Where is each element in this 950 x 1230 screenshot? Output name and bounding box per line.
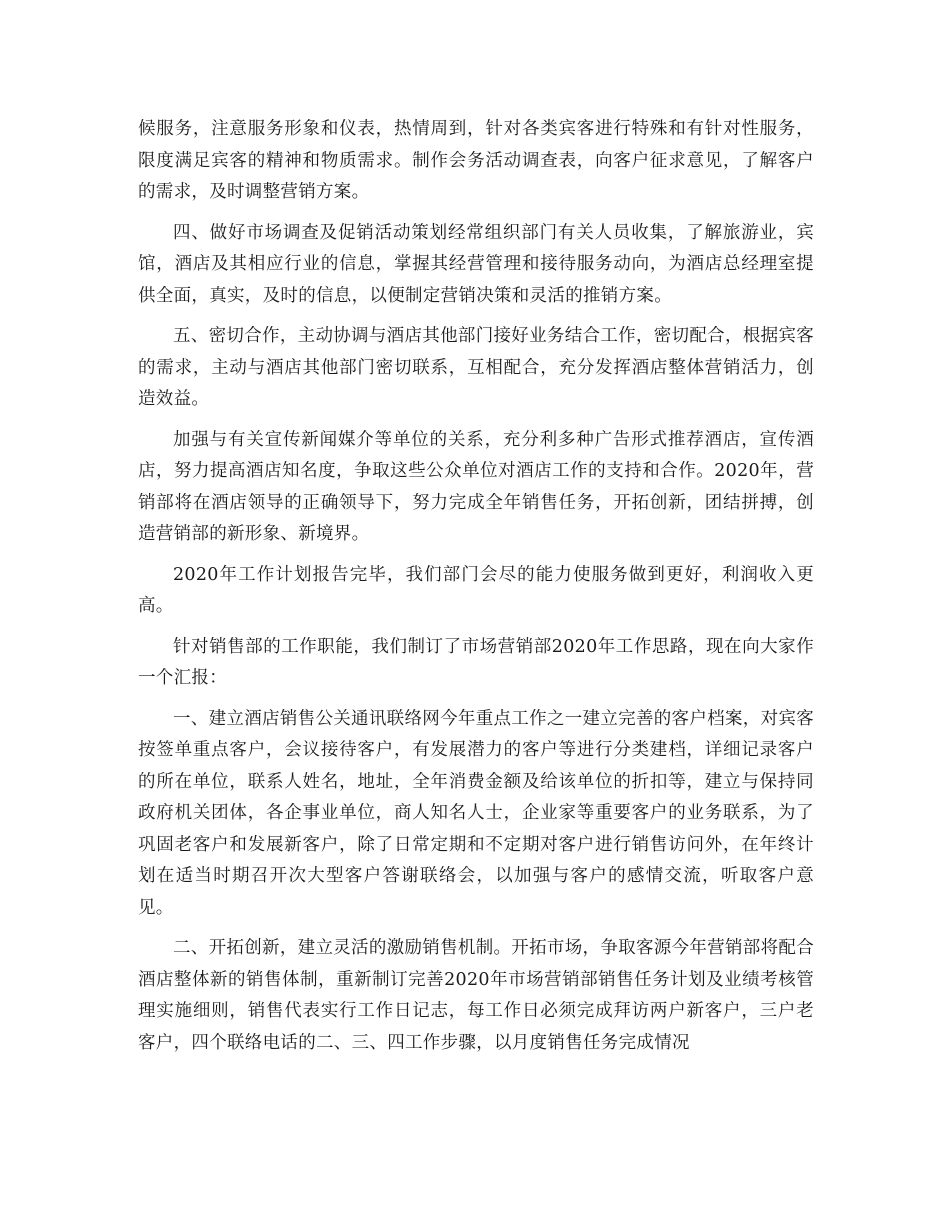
paragraph-4: 加强与有关宣传新闻媒介等单位的关系，充分利多种广告形式推荐酒店，宣传酒店，努力提高酒店知名度，争取这些公众单位对酒店工作的支持和合作。2020年，营销部将在酒店领导的正确领导下，努力完成全年销售任务，开拓创新，团结拼搏，创造营销部的新形象、新境界。 (138, 429, 814, 544)
paragraph-3: 五、密切合作，主动协调与酒店其他部门接好业务结合工作，密切配合，根据宾客的需求，主动与酒店其他部门密切联系，互相配合，充分发挥酒店整体营销活力，创造效益。 (138, 326, 814, 409)
paragraph-5: 2020年工作计划报告完毕，我们部门会尽的能力使服务做到更好，利润收入更高。 (138, 564, 814, 616)
paragraph-1: 候服务，注意服务形象和仪表，热情周到，针对各类宾客进行特殊和有针对性服务，限度满足宾客的精神和物质需求。制作会务活动调查表，向客户征求意见，了解客户的需求，及时调整营销方案。 (138, 119, 814, 202)
document-body (138, 114, 814, 1068)
paragraph-2: 四、做好市场调查及促销活动策划经常组织部门有关人员收集，了解旅游业，宾馆，酒店及其相应行业的信息，掌握其经营管理和接待服务动向，为酒店总经理室提供全面，真实，及时的信息，以便制定营销决策和灵活的推销方案。 (138, 222, 814, 306)
paragraph-6: 针对销售部的工作职能，我们制订了市场营销部2020年工作思路，现在向大家作一个汇报： (138, 636, 814, 688)
paragraph-8: 二、开拓创新，建立灵活的激励销售机制。开拓市场，争取客源今年营销部将配合酒店整体新的销售体制，重新制订完善2020年市场营销部销售任务计划及业绩考核管理实施细则，销售代表实行工作日记志，每工作日必须完成拜访两户新客户，三户老客户，四个联络电话的二、三、四工作步骤，以月度销售任务完成情况 (138, 938, 814, 1053)
paragraph-7: 一、建立酒店销售公关通讯联络网今年重点工作之一建立完善的客户档案，对宾客按签单重点客户，会议接待客户，有发展潜力的客户等进行分类建档，详细记录客户的所在单位，联系人姓名，地址，全年消费金额及给该单位的折扣等，建立与保持同政府机关团体，各企事业单位，商人知名人士，企业家等重要客户的业务联系，为了巩固老客户和发展新客户，除了日常定期和不定期对客户进行销售访问外，在年终计划在适当时期召开次大型客户答谢联络会，以加强与客户的感情交流，听取客户意见。 (138, 708, 814, 918)
